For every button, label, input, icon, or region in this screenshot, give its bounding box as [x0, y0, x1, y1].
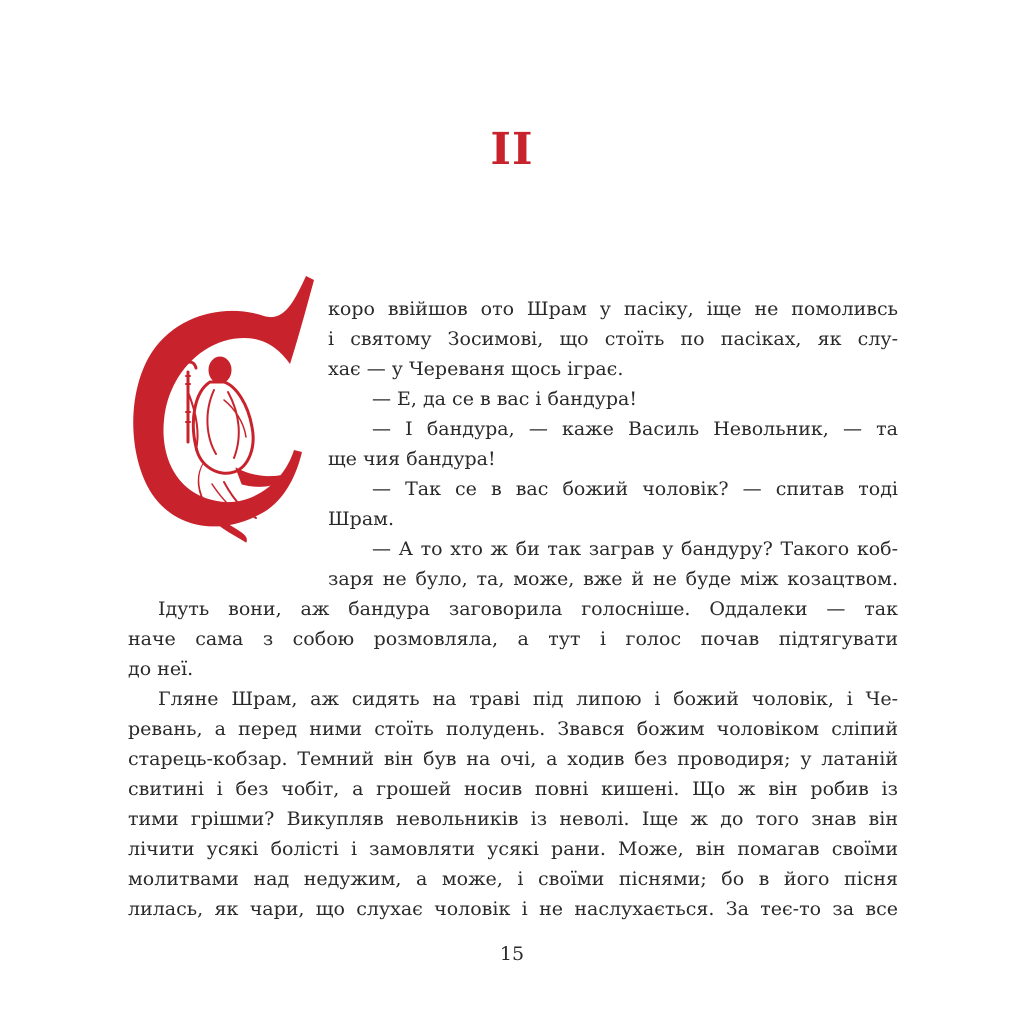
text-line: — І бандура, — каже Василь Невольник, — та — [372, 418, 898, 440]
text-line: лилась, як чари, що слухає чоловік і не наслухається. За теє-то за все — [128, 898, 898, 920]
chapter-number: II — [490, 124, 534, 175]
text-line: до неї. — [128, 658, 194, 680]
text-line: молитвами над недужим, а може, і своїми піснями; бо в його пісня — [128, 868, 898, 890]
kobzar-drop-cap-icon — [124, 272, 320, 547]
text-line: — А то хто ж би так заграв у бандуру? Такого коб- — [372, 538, 898, 560]
text-line: — Так се в вас божий чоловік? — спитав тоді — [372, 478, 898, 500]
text-line: Шрам. — [328, 508, 394, 530]
text-line: лічити усякі болісті і замовляти усякі рани. Може, він помагав своїми — [128, 838, 898, 860]
text-line: — Е, да се в вас і бандура! — [372, 388, 637, 410]
text-line: хає — у Череваня щось іграє. — [328, 358, 624, 380]
drop-cap-illustration — [124, 272, 320, 547]
text-line: ревань, а перед ними стоїть полудень. Звався божим чоловіком сліпий — [128, 718, 898, 740]
page-number: 15 — [499, 943, 525, 965]
text-line: Ідуть вони, аж бандура заговорила голосніше. Оддалеки — так — [158, 598, 898, 620]
text-line: заря не було, та, може, вже й не буде між козацтвом. — [328, 568, 898, 590]
text-line: ще чия бандура! — [328, 448, 496, 470]
text-line: і святому Зосимові, що стоїть по пасіках, як слу- — [328, 328, 898, 350]
text-line: старець-кобзар. Темний він був на очі, а ходив без проводиря; у латаній — [128, 748, 898, 770]
text-line: коро ввійшов ото Шрам у пасіку, іще не помоливсь — [328, 298, 898, 320]
text-line: Гляне Шрам, аж сидять на траві під липою і божий чоловік, і Че- — [158, 688, 898, 710]
text-line: свитині і без чобіт, а грошей носив повні кишені. Що ж він робив із — [128, 778, 898, 800]
text-line: наче сама з собою розмовляла, а тут і голос почав підтягувати — [128, 628, 898, 650]
text-line: тими грішми? Викупляв невольників із неволі. Іще ж до того знав він — [128, 808, 898, 830]
